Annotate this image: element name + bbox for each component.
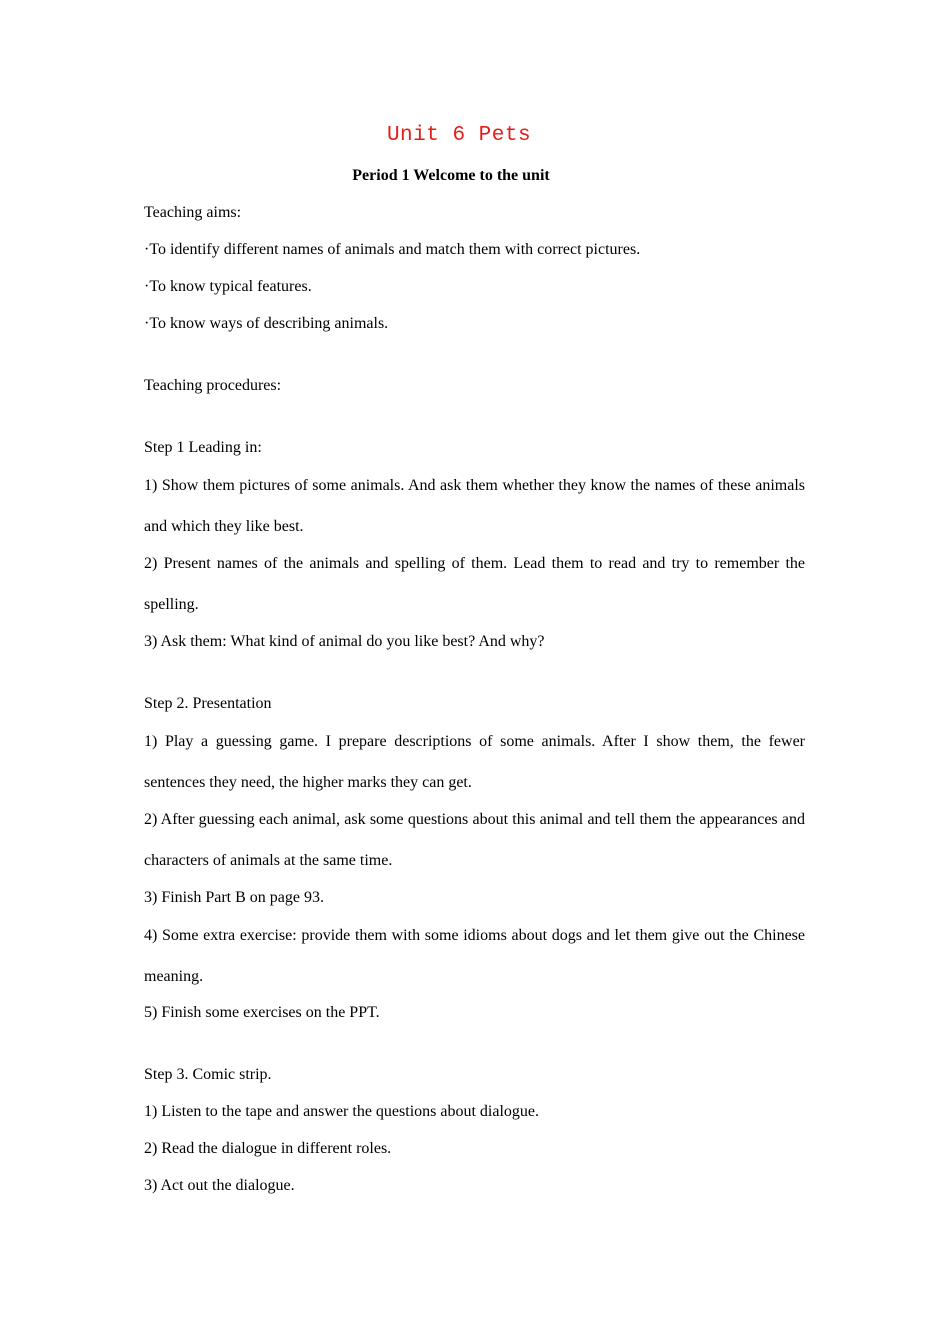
step3-item: 3) Act out the dialogue. bbox=[144, 1177, 295, 1194]
step1-item: 2) Present names of the animals and spelling of them. Lead them to read and try to remember the spelling. bbox=[144, 555, 805, 613]
step1-heading: Step 1 Leading in: bbox=[144, 439, 262, 456]
document-subtitle: Period 1 Welcome to the unit bbox=[352, 167, 550, 184]
step2-heading: Step 2. Presentation bbox=[144, 695, 272, 712]
aim-item: ·To identify different names of animals and match them with correct pictures. bbox=[144, 241, 641, 258]
document-title: Unit 6 Pets bbox=[386, 124, 532, 147]
step2-item: 4) Some extra exercise: provide them with some idioms about dogs and let them give out the Chinese meaning. bbox=[144, 927, 805, 985]
aim-item: ·To know typical features. bbox=[144, 278, 312, 295]
step3-item: 2) Read the dialogue in different roles. bbox=[144, 1140, 392, 1157]
step2-item: 2) After guessing each animal, ask some questions about this animal and tell them the appearances and characters of animals at the same time. bbox=[144, 811, 805, 869]
step1-item: 1) Show them pictures of some animals. And ask them whether they know the names of these animals and which they like best. bbox=[144, 477, 805, 535]
step2-item: 5) Finish some exercises on the PPT. bbox=[144, 1004, 380, 1021]
procedures-heading: Teaching procedures: bbox=[144, 377, 282, 394]
aims-heading: Teaching aims: bbox=[144, 204, 242, 221]
step1-item: 3) Ask them: What kind of animal do you like best? And why? bbox=[144, 633, 545, 650]
step3-heading: Step 3. Comic strip. bbox=[144, 1066, 272, 1083]
step2-item: 3) Finish Part B on page 93. bbox=[144, 889, 324, 906]
aim-item: ·To know ways of describing animals. bbox=[144, 315, 389, 332]
step3-item: 1) Listen to the tape and answer the questions about dialogue. bbox=[144, 1103, 540, 1120]
step2-item: 1) Play a guessing game. I prepare descriptions of some animals. After I show them, the fewer sentences they need, the higher marks they can get. bbox=[144, 733, 805, 791]
